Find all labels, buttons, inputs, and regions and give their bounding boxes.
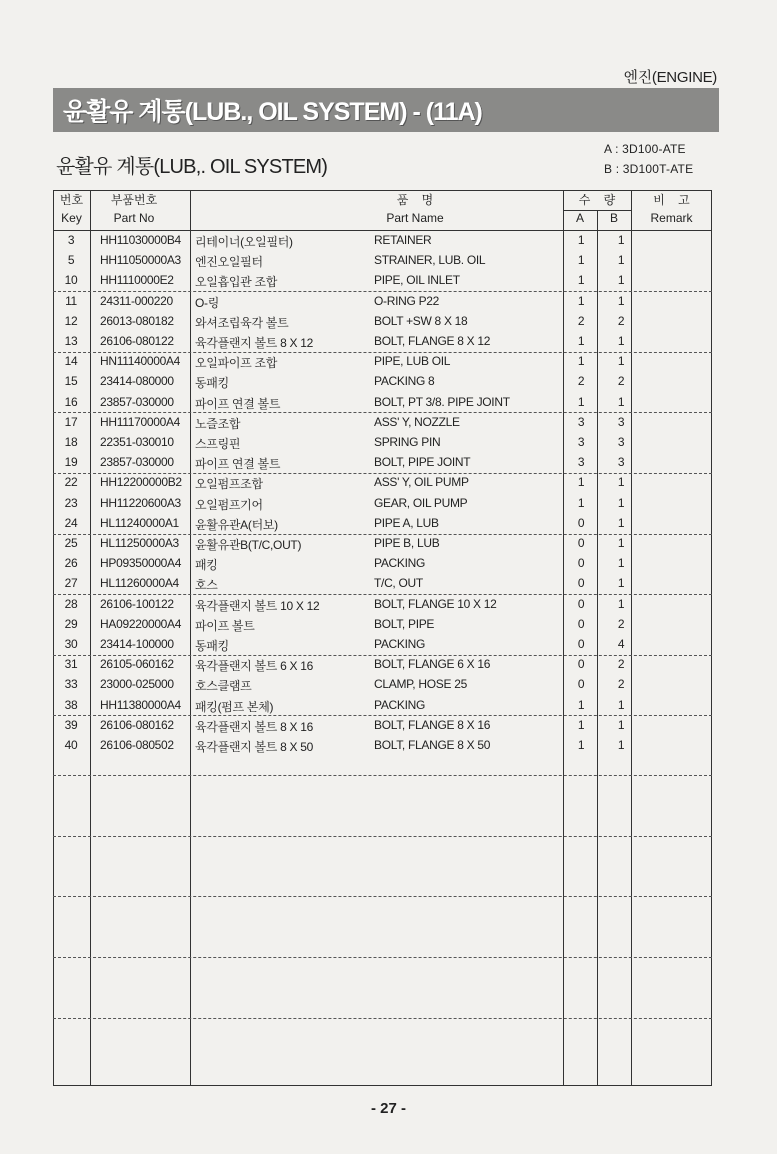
row-name-eng: SPRING PIN: [374, 435, 441, 449]
table-row: [53, 413, 712, 433]
row-name-kor: 윤활유관B(T/C,OUT): [195, 538, 302, 552]
group-separator: [53, 775, 712, 776]
row-key: 24: [64, 515, 78, 530]
row-qty-a: 0: [577, 515, 585, 530]
row-name-kor: 동패킹: [195, 639, 229, 653]
row-name-eng: PACKING: [374, 637, 426, 651]
row-name-eng: PIPE A, LUB: [374, 515, 439, 530]
row-name-eng: PACKING: [374, 556, 426, 571]
table-row: [53, 393, 712, 413]
table-row: [53, 615, 712, 635]
row-key: 3: [67, 233, 75, 247]
header-partno-eng: Part No: [113, 211, 155, 225]
row-name-kor: O-링: [195, 295, 220, 310]
table-row: [53, 312, 712, 332]
row-name-kor: 리테이너(오일필터): [195, 235, 293, 249]
row-name-eng: PIPE, OIL INLET: [374, 273, 460, 288]
page-number: - 27 -: [370, 1100, 406, 1117]
row-key: 11: [65, 293, 77, 308]
row-name-kor: 육각플랜지 볼트 8 X 12: [195, 336, 314, 350]
row-name-kor: 파이프 볼트: [195, 618, 255, 633]
row-qty-a: 1: [577, 273, 585, 288]
row-name-kor: 육각플랜지 볼트 10 X 12: [195, 598, 320, 613]
row-part-number: 23857-030000: [100, 394, 174, 409]
table-row: [53, 716, 712, 736]
row-key: 17: [64, 414, 78, 429]
table-row: [53, 554, 712, 574]
row-part-number: HA09220000A4: [100, 616, 182, 631]
row-qty-a: 1: [577, 394, 585, 409]
row-name-kor: 오일펌프기어: [195, 497, 263, 512]
row-qty-b: 2: [617, 313, 625, 328]
table-row: [53, 433, 712, 453]
header-partno-kor: 부품번호: [110, 193, 158, 207]
table-row: [53, 494, 712, 514]
row-qty-a: 3: [577, 455, 585, 470]
header-remark-eng: Remark: [650, 211, 693, 225]
row-part-number: HH12200000B2: [100, 475, 182, 490]
banner-title: 윤활유 계통(LUB., OIL SYSTEM) - (11A): [63, 98, 482, 126]
table-row: [53, 271, 712, 291]
row-name-kor: 호스: [195, 578, 218, 593]
row-qty-b: 1: [617, 394, 625, 409]
row-key: 14: [64, 354, 78, 369]
row-qty-b: 1: [617, 717, 625, 732]
row-name-eng: RETAINER: [374, 233, 432, 247]
row-qty-b: 1: [617, 293, 625, 308]
row-qty-a: 1: [577, 233, 585, 247]
row-part-number: 26106-080502: [100, 738, 174, 752]
row-part-number: 24311-000220: [100, 293, 173, 308]
row-qty-a: 1: [577, 738, 585, 752]
row-name-kor: 엔진오일필터: [195, 255, 263, 270]
row-qty-b: 1: [617, 354, 625, 369]
group-separator: [53, 896, 712, 897]
row-qty-b: 1: [617, 233, 625, 247]
row-name-kor: 오일파이프 조합: [195, 356, 278, 371]
row-qty-b: 2: [617, 374, 625, 389]
table-row: [53, 655, 712, 675]
row-part-number: 22351-030010: [100, 435, 174, 449]
row-qty-b: 1: [617, 596, 625, 611]
row-name-kor: 파이프 연결 볼트: [195, 457, 281, 472]
row-qty-a: 0: [577, 616, 585, 631]
table-row: [53, 635, 712, 655]
row-qty-a: 0: [577, 576, 585, 591]
row-key: 15: [64, 374, 78, 389]
row-name-kor: 동패킹: [195, 376, 229, 391]
row-qty-b: 1: [617, 576, 625, 591]
row-qty-a: 0: [577, 536, 585, 550]
row-qty-b: 3: [617, 455, 625, 470]
table-row: [53, 595, 712, 615]
table-row: [53, 736, 712, 756]
row-qty-a: 0: [577, 677, 585, 692]
row-name-kor: 호스클램프: [195, 679, 252, 694]
row-key: 18: [64, 435, 78, 449]
row-qty-b: 2: [617, 616, 625, 631]
table-row: [53, 332, 712, 352]
row-qty-b: 1: [617, 253, 625, 268]
table-row: [53, 251, 712, 271]
row-part-number: HH11170000A4: [100, 414, 181, 429]
table-row: [53, 453, 712, 473]
row-key: 28: [64, 596, 78, 611]
header-remark-kor: 비 고: [653, 193, 690, 207]
row-part-number: 26106-080162: [100, 717, 174, 732]
row-qty-b: 1: [617, 475, 625, 490]
group-separator: [53, 957, 712, 958]
row-key: 22: [64, 475, 78, 490]
section-title: 윤활유 계통(LUB,. OIL SYSTEM): [56, 156, 328, 178]
row-qty-a: 3: [577, 435, 585, 449]
row-part-number: 23857-030000: [100, 455, 174, 470]
row-name-eng: BOLT, PIPE: [374, 616, 435, 631]
row-qty-b: 2: [617, 677, 625, 692]
row-name-eng: GEAR, OIL PUMP: [374, 495, 468, 510]
row-key: 40: [64, 738, 78, 752]
group-separator: [53, 836, 712, 837]
row-part-number: HH1110000E2: [100, 273, 174, 288]
row-name-eng: BOLT, FLANGE 8 X 50: [374, 738, 491, 752]
row-qty-b: 3: [617, 435, 625, 449]
row-name-eng: ASS' Y, OIL PUMP: [374, 475, 469, 490]
row-key: 33: [64, 677, 78, 692]
row-key: 19: [64, 455, 78, 470]
table-row: [53, 473, 712, 493]
row-qty-a: 1: [577, 334, 585, 348]
row-part-number: 26106-100122: [100, 596, 174, 611]
header-key-kor: 번호: [59, 193, 84, 207]
header-qty-kor: 수 량: [578, 193, 616, 207]
row-part-number: HH11380000A4: [100, 697, 181, 712]
row-qty-a: 3: [577, 414, 585, 429]
table-row: [53, 352, 712, 372]
row-key: 39: [64, 717, 78, 732]
row-qty-a: 1: [577, 354, 585, 369]
row-qty-a: 0: [577, 596, 585, 611]
row-key: 25: [64, 536, 78, 550]
row-qty-a: 2: [577, 313, 585, 328]
row-key: 10: [64, 273, 78, 288]
row-part-number: 26106-080122: [100, 334, 174, 348]
header-qty-a: A: [575, 211, 584, 225]
row-qty-b: 1: [617, 273, 625, 288]
row-name-eng: BOLT, FLANGE 6 X 16: [374, 657, 491, 672]
table-row: [53, 574, 712, 594]
row-qty-b: 1: [617, 495, 625, 510]
row-name-kor: 파이프 연결 볼트: [195, 396, 281, 411]
row-qty-b: 4: [617, 637, 625, 651]
row-qty-a: 0: [577, 556, 585, 571]
row-key: 26: [64, 556, 78, 571]
row-part-number: 26105-060162: [100, 657, 174, 672]
row-qty-a: 1: [577, 717, 585, 732]
table-row: [53, 534, 712, 554]
row-part-number: HP09350000A4: [100, 556, 182, 571]
variant-a-label: A : 3D100-ATE: [604, 142, 686, 156]
row-key: 30: [64, 637, 78, 651]
row-part-number: 23414-100000: [100, 637, 174, 651]
row-name-eng: T/C, OUT: [374, 576, 423, 591]
header-name-kor: 품 명: [396, 193, 434, 207]
variant-b-label: B : 3D100T-ATE: [604, 162, 694, 176]
table-row: [53, 231, 712, 251]
table-row: [53, 514, 712, 534]
row-key: 13: [64, 334, 78, 348]
row-part-number: HL11240000A1: [100, 515, 179, 530]
row-part-number: HL11260000A4: [100, 576, 179, 591]
header-key-eng: Key: [61, 211, 82, 225]
row-key: 31: [64, 657, 78, 672]
row-name-eng: BOLT, PT 3/8. PIPE JOINT: [374, 394, 510, 409]
row-name-eng: BOLT +SW 8 X 18: [374, 313, 468, 328]
row-part-number: 26013-080182: [100, 313, 174, 328]
row-name-eng: PACKING 8: [374, 374, 435, 389]
group-separator: [53, 1018, 712, 1019]
row-qty-b: 2: [617, 657, 625, 672]
row-name-kor: 패킹(펌프 본체): [195, 699, 274, 714]
header-name-eng: Part Name: [386, 211, 444, 225]
table-row: [53, 696, 712, 716]
row-name-eng: BOLT, FLANGE 10 X 12: [374, 596, 497, 611]
row-name-kor: 오일펌프조합: [195, 477, 263, 492]
row-name-kor: 육각플랜지 볼트 8 X 16: [195, 719, 314, 734]
row-part-number: HH11220600A3: [100, 495, 181, 510]
row-key: 12: [64, 313, 78, 328]
row-part-number: 23000-025000: [100, 677, 174, 692]
row-name-eng: ASS' Y, NOZZLE: [374, 414, 460, 429]
row-name-kor: 스프링핀: [195, 437, 241, 451]
row-qty-a: 1: [577, 495, 585, 510]
row-key: 16: [64, 394, 78, 409]
row-qty-a: 1: [577, 253, 585, 268]
row-qty-b: 3: [617, 414, 625, 429]
row-name-kor: 육각플랜지 볼트 8 X 50: [195, 740, 314, 754]
row-qty-a: 2: [577, 374, 585, 389]
row-key: 29: [64, 616, 78, 631]
table-row: [53, 292, 712, 312]
row-name-kor: 노즐조합: [195, 416, 241, 431]
row-qty-b: 1: [617, 697, 625, 712]
row-name-eng: CLAMP, HOSE 25: [374, 677, 467, 692]
row-name-eng: BOLT, FLANGE 8 X 12: [374, 334, 491, 348]
row-qty-b: 1: [617, 556, 625, 571]
row-part-number: HH11050000A3: [100, 253, 181, 268]
row-qty-a: 0: [577, 637, 585, 651]
row-key: 5: [67, 253, 75, 268]
row-name-eng: PIPE B, LUB: [374, 536, 440, 550]
row-key: 23: [64, 495, 78, 510]
table-row: [53, 675, 712, 695]
row-part-number: HN11140000A4: [100, 354, 181, 369]
row-key: 38: [64, 697, 78, 712]
row-name-kor: 패킹: [195, 558, 218, 573]
chapter-label: 엔진(ENGINE): [623, 69, 717, 86]
row-qty-b: 1: [617, 536, 625, 550]
header-qty-b: B: [609, 211, 618, 225]
row-qty-b: 1: [617, 738, 625, 752]
row-name-kor: 육각플랜지 볼트 6 X 16: [195, 659, 314, 674]
row-qty-a: 1: [577, 293, 585, 308]
row-qty-b: 1: [617, 515, 625, 530]
row-qty-b: 1: [617, 334, 625, 348]
row-name-eng: PACKING: [374, 697, 426, 712]
row-part-number: HH11030000B4: [100, 233, 181, 247]
row-name-kor: 오일흡입관 조합: [195, 275, 278, 290]
row-key: 27: [64, 576, 78, 591]
row-name-eng: O-RING P22: [374, 293, 440, 308]
row-part-number: HL11250000A3: [100, 536, 179, 550]
row-qty-a: 1: [577, 475, 585, 490]
row-name-kor: 윤활유관A(터보): [195, 517, 278, 532]
row-name-kor: 와셔조립육각 볼트: [195, 315, 289, 330]
table-row: [53, 372, 712, 392]
title-banner: [53, 88, 719, 132]
row-name-eng: BOLT, PIPE JOINT: [374, 455, 471, 470]
row-qty-a: 0: [577, 657, 585, 672]
row-part-number: 23414-080000: [100, 374, 174, 389]
row-qty-a: 1: [577, 697, 585, 712]
row-name-eng: STRAINER, LUB. OIL: [374, 253, 486, 268]
row-name-eng: PIPE, LUB OIL: [374, 354, 451, 369]
row-name-eng: BOLT, FLANGE 8 X 16: [374, 717, 491, 732]
